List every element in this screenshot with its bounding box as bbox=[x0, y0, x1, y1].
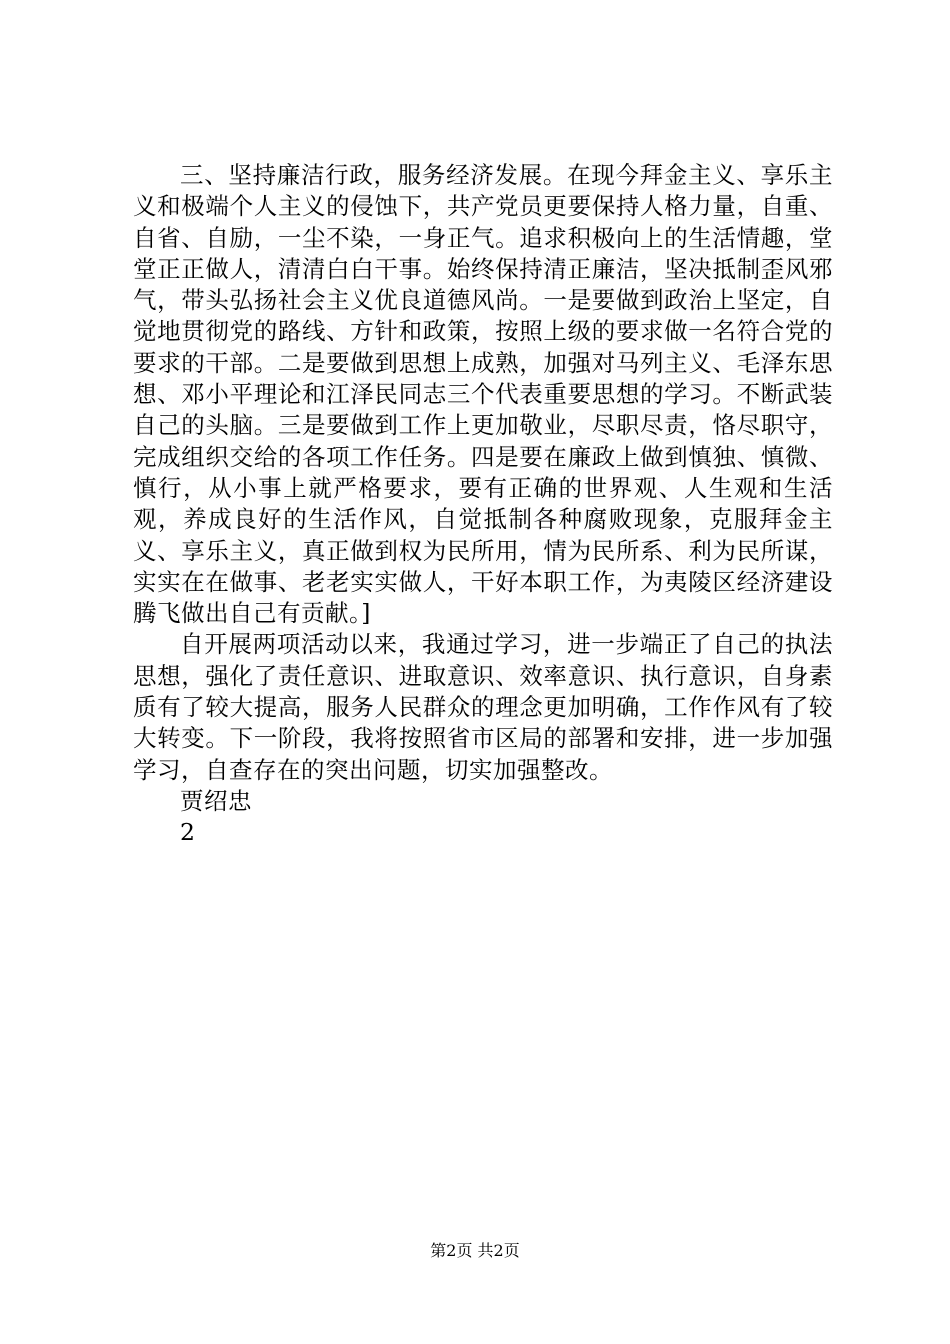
trailing-number: 2 bbox=[180, 818, 196, 847]
signature: 贾绍忠 bbox=[180, 786, 252, 815]
document-body bbox=[133, 160, 833, 849]
paragraph-summary: 自开展两项活动以来，我通过学习，进一步端正了自己的执法思想，强化了责任意识、进取意识、效率意识、执行意识，自身素质有了较大提高，服务人民群众的理念更加明确，工作作风有了较大转变。下一阶段，我将按照省市区局的部署和安排，进一步加强学习，自查存在的突出问题，切实加强整改。 bbox=[133, 630, 833, 784]
page-footer: 第2页 共2页 bbox=[430, 1241, 520, 1260]
paragraph-integrity: 三、坚持廉洁行政，服务经济发展。在现今拜金主义、享乐主义和极端个人主义的侵蚀下，共产党员更要保持人格力量，自重、自省、自励，一尘不染，一身正气。追求积极向上的生活情趣，堂堂正正做人，清清白白干事。始终保持清正廉洁，坚决抵制歪风邪气，带头弘扬社会主义优良道德风尚。一是要做到政治上坚定，自觉地贯彻党的路线、方针和政策，按照上级的要求做一名符合党的要求的干部。二是要做到思想上成熟，加强对马列主义、毛泽东思想、邓小平理论和江泽民同志三个代表重要思想的学习。不断武装自己的头脑。三是要做到工作上更加敬业，尽职尽责，恪尽职守，完成组织交给的各项工作任务。四是要在廉政上做到慎独、慎微、慎行，从小事上就严格要求，要有正确的世界观、人生观和生活观，养成良好的生活作风，自觉抵制各种腐败现象，克服拜金主义、享乐主义，真正做到权为民所用，情为民所系、利为民所谋，实实在在做事、老老实实做人，干好本职工作，为夷陵区经济建设腾飞做出自己有贡献。] bbox=[133, 161, 833, 628]
